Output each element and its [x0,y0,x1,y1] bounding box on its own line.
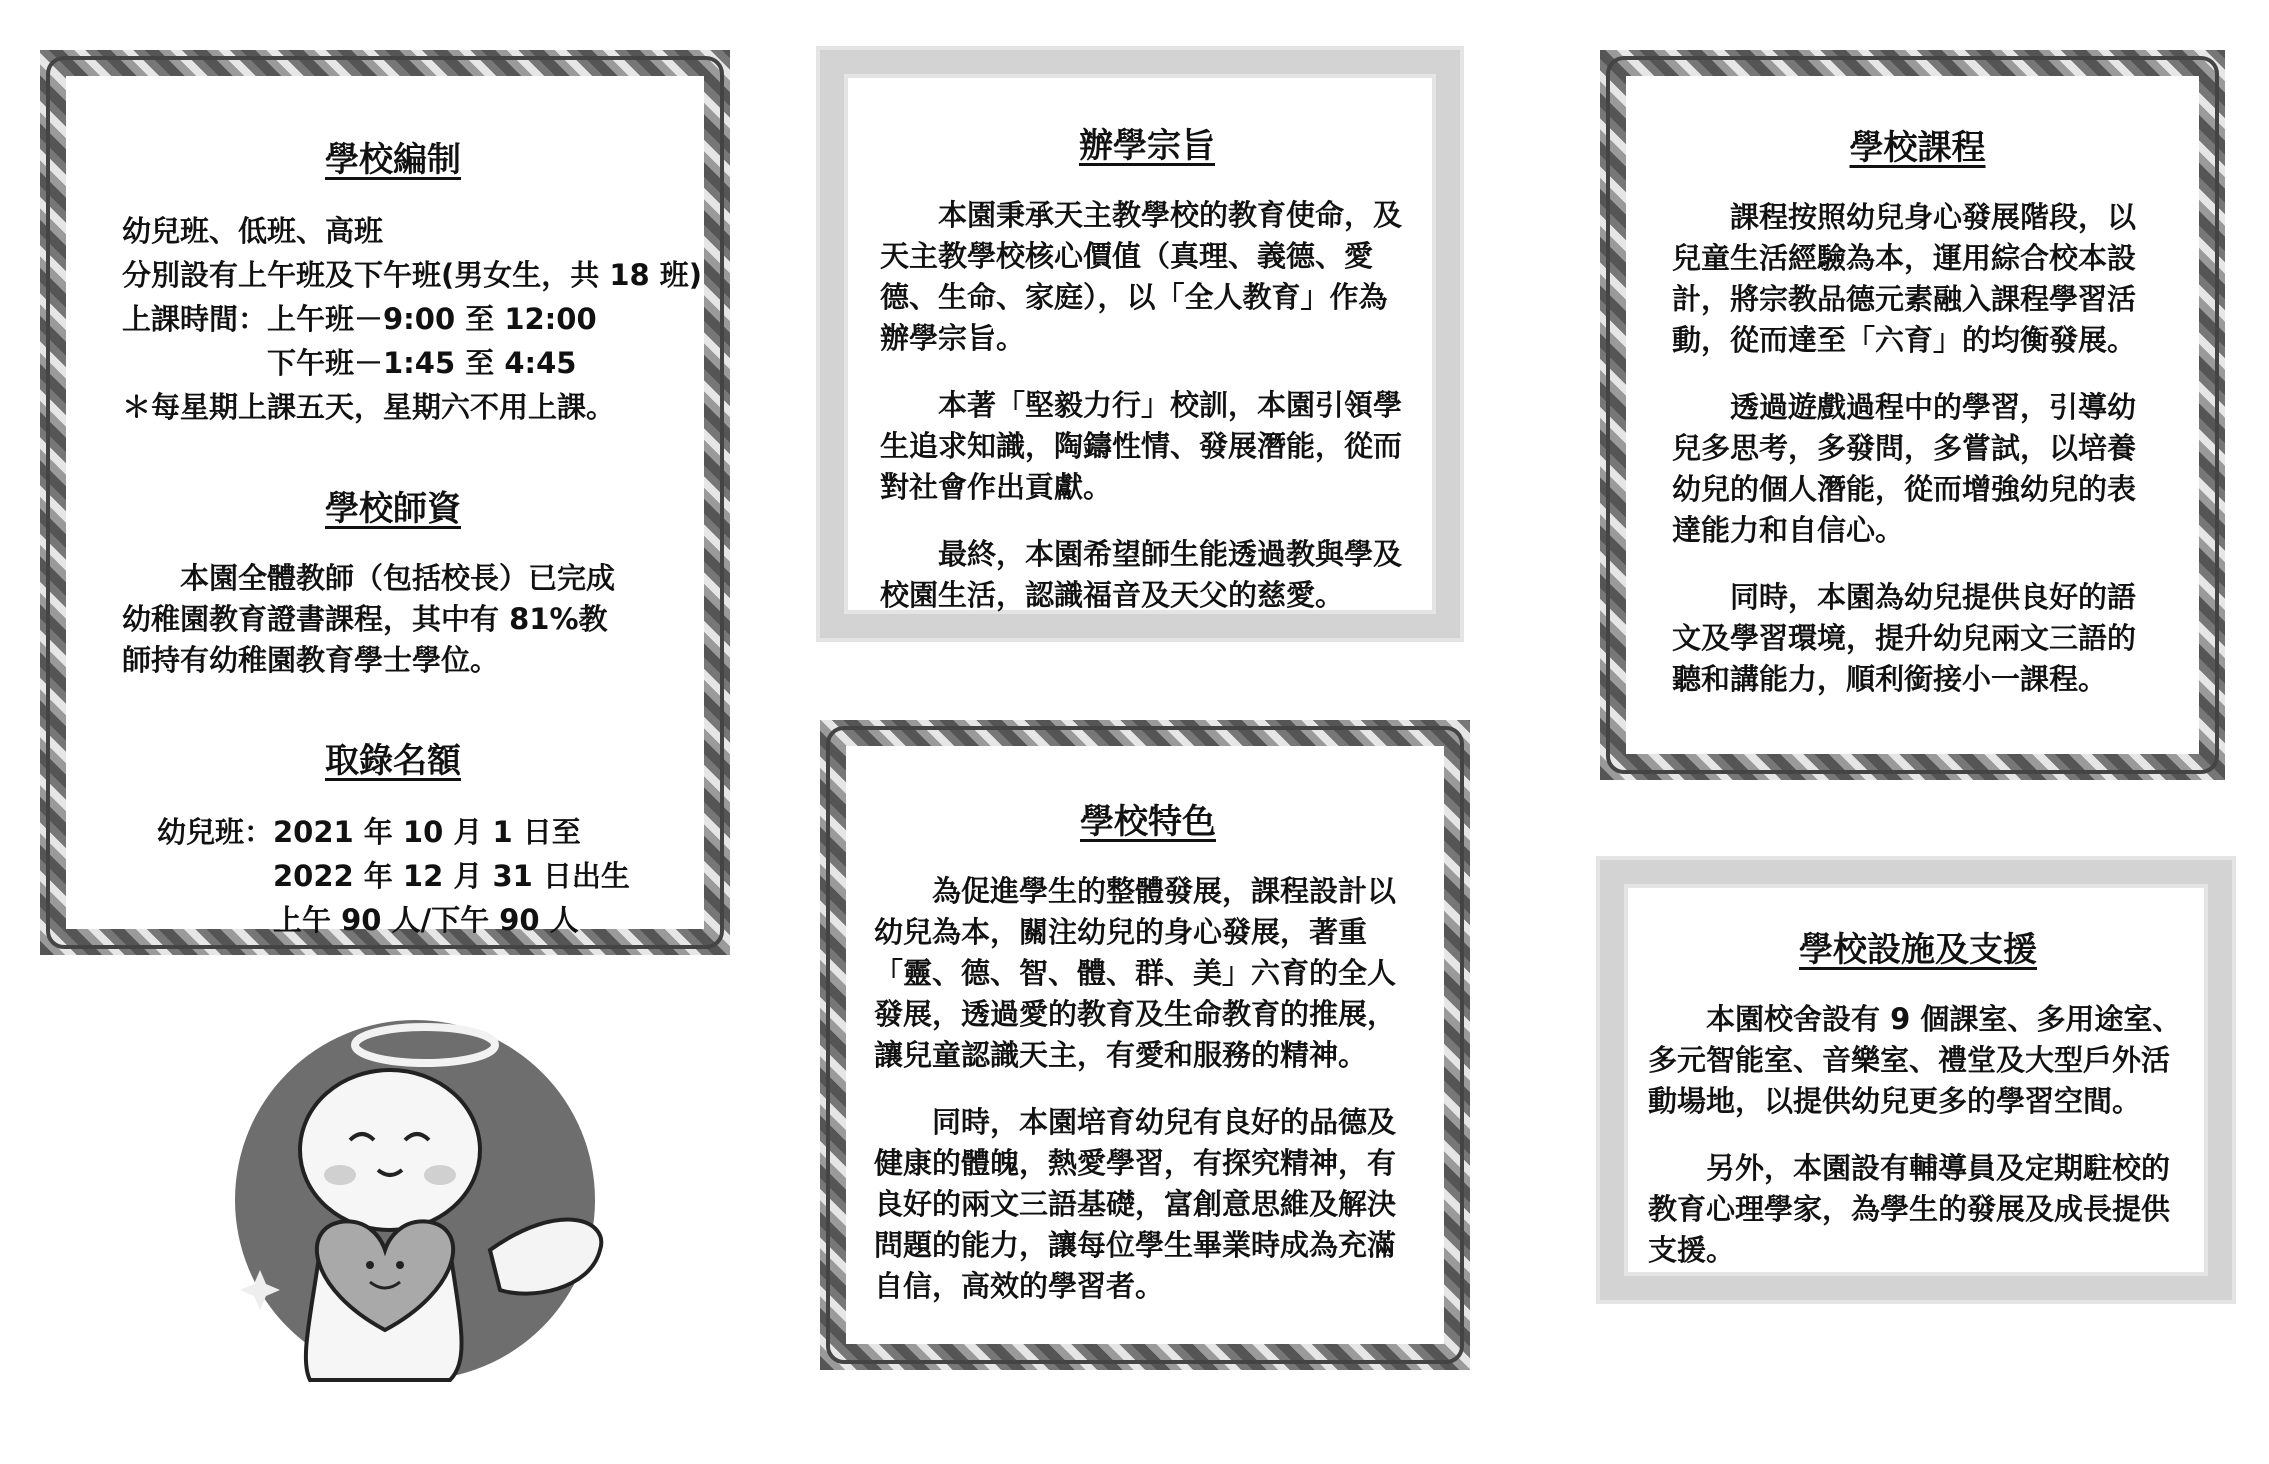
angel-illustration [200,1000,630,1400]
cheek-icon [324,1165,356,1185]
mission-title: 辦學宗旨 [1079,126,1215,166]
features-panel [820,720,1470,1370]
features-paragraph: 同時，本園培育幼兒有良好的品德及健康的體魄，熱愛學習，有探究精神，有良好的兩文三語基礎，富創意思維及解決問題的能力，讓每位學生畢業時成為充滿自信，高效的學習者。 [874,1105,1397,1303]
mission-paragraph: 本園秉承天主教學校的教育使命，及天主教學校核心價值（真理、義德、愛德、生命、家庭），以「全人教育」作為辦學宗旨。 [880,198,1403,355]
mission-panel [820,50,1460,638]
facilities-panel [1600,860,2232,1300]
structure-line: 上課時間：上午班－9:00 至 12:00 [122,302,597,336]
structure-line: ＊每星期上課五天，星期六不用上課。 [122,390,616,424]
structure-title: 學校編制 [325,140,461,180]
curriculum-paragraph: 同時，本園為幼兒提供良好的語文及學習環境，提升幼兒兩文三語的聽和講能力，順利銜接小一課程。 [1672,580,2137,696]
features-paragraph: 為促進學生的整體發展，課程設計以幼兒為本，關注幼兒的身心發展，著重「靈、德、智、體、群、美」六育的全人發展，透過愛的教育及生命教育的推展，讓兒童認識天主，有愛和服務的精神。 [874,874,1397,1072]
curriculum-title: 學校課程 [1849,128,1986,168]
mission-paragraph: 本著「堅毅力行」校訓，本園引領學生追求知識，陶鑄性情、發展潛能，從而對社會作出貢獻。 [880,388,1403,504]
features-title: 學校特色 [1080,802,1216,842]
facilities-paragraph: 另外，本園設有輔導員及定期駐校的教育心理學家，為學生的發展及成長提供支援。 [1648,1151,2171,1267]
teachers-title: 學校師資 [325,489,461,529]
teachers-text: 本園全體教師（包括校長）已完成幼稚園教育證書課程，其中有 81%教師持有幼稚園教育學士學位。 [122,561,616,677]
admission-line: 2022 年 12 月 31 日出生 [157,859,630,893]
structure-line: 下午班－1:45 至 4:45 [122,346,577,380]
admission-line: 幼兒班：2021 年 10 月 1 日至 [157,815,581,849]
admission-title: 取錄名額 [325,741,461,781]
structure-panel [40,50,730,955]
facilities-paragraph: 本園校舍設有 9 個課室、多用途室、多元智能室、音樂室、禮堂及大型戶外活動場地，以提供幼兒更多的學習空間。 [1648,1002,2182,1118]
heart-eye [396,1261,404,1269]
mission-paragraph: 最終，本園希望師生能透過教與學及校園生活，認識福音及天父的慈愛。 [880,537,1403,612]
structure-line: 幼兒班、低班、高班 [122,214,384,248]
angel-head [300,1070,480,1230]
curriculum-paragraph: 課程按照幼兒身心發展階段，以兒童生活經驗為本，運用綜合校本設計，將宗教品德元素融入課程學習活動，從而達至「六育」的均衡發展。 [1672,200,2137,357]
heart-eye [366,1261,374,1269]
cheek-icon [424,1165,456,1185]
curriculum-paragraph: 透過遊戲過程中的學習，引導幼兒多思考，多發問，多嘗試，以培養幼兒的個人潛能，從而增強幼兒的表達能力和自信心。 [1672,390,2137,547]
facilities-title: 學校設施及支援 [1799,930,2037,970]
structure-line: 分別設有上午班及下午班(男女生，共 18 班) [122,258,703,292]
admission-line: 上午 90 人/下午 90 人 [157,903,579,937]
curriculum-panel [1600,50,2225,780]
